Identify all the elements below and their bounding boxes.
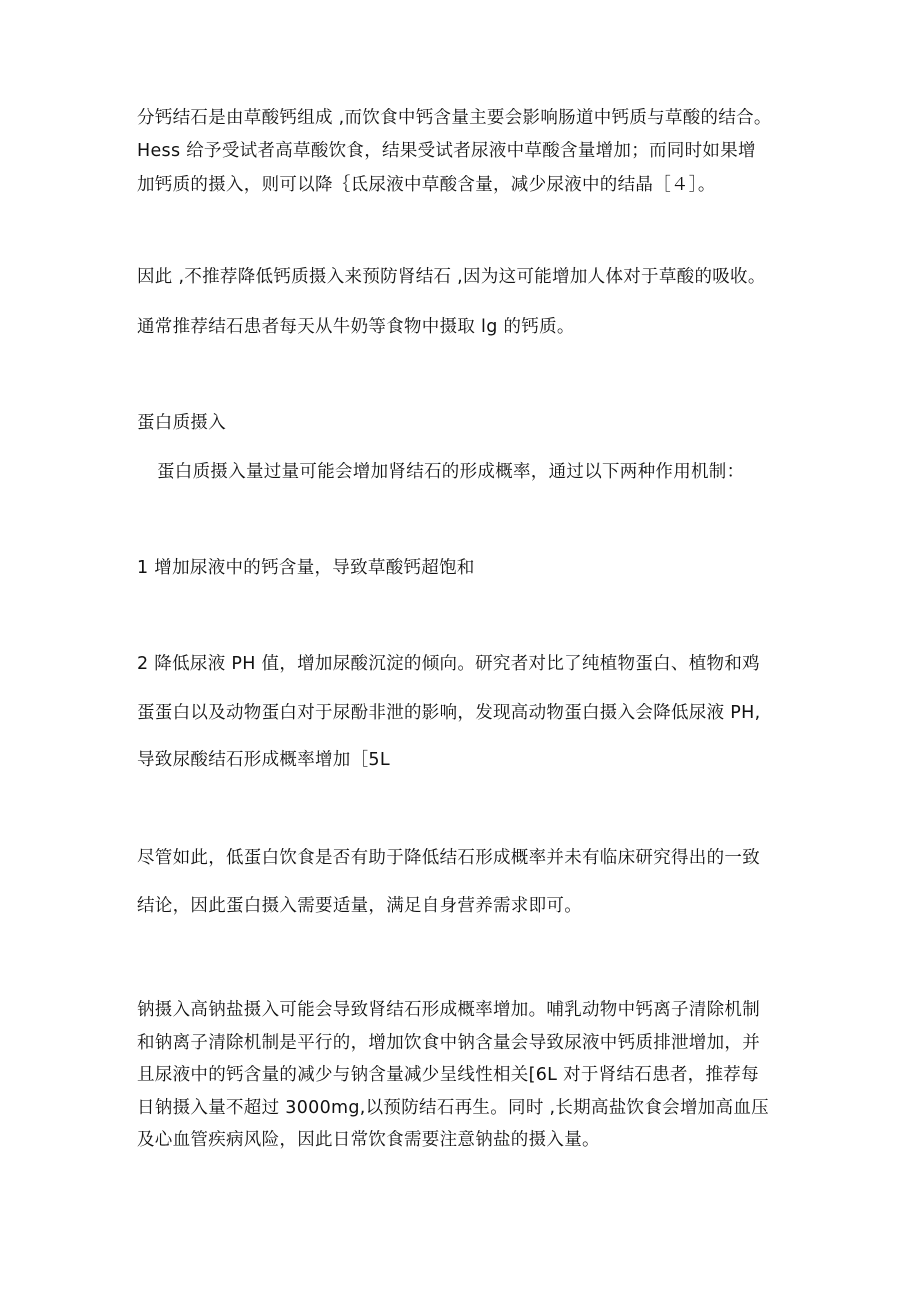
section-heading-protein: 蛋白质摄入 <box>137 413 226 433</box>
paragraph-1-line-2: Hess 给予受试者高草酸饮食，结果受试者尿液中草酸含量增加；而同时如果增 <box>137 141 756 161</box>
protein-item-1: 1 增加尿液中的钙含量，导致草酸钙超饱和 <box>137 558 475 578</box>
protein-item-2-line-3: 导致尿酸结石形成概率增加［5L <box>137 750 390 770</box>
sodium-line-4: 日钠摄入量不超过 3000mg,以预防结石再生。同时 ,长期高盐饮食会增加高血压 <box>137 1098 769 1118</box>
protein-intro: 蛋白质摄入量过量可能会增加肾结石的形成概率，通过以下两种作用机制： <box>157 462 745 482</box>
protein-conclusion-line-1: 尽管如此，低蛋白饮食是否有助于降低结石形成概率并未有临床研究得出的一致 <box>137 848 760 868</box>
protein-item-2-line-1: 2 降低尿液 PH 值，增加尿酸沉淀的倾向。研究者对比了纯植物蛋白、植物和鸡 <box>137 654 760 674</box>
paragraph-1-line-1: 分钙结石是由草酸钙组成 ,而饮食中钙含量主要会影响肠道中钙质与草酸的结合。 <box>137 108 772 128</box>
sodium-line-2: 和钠离子清除机制是平行的，增加饮食中钠含量会导致尿液中钙质排泄增加，并 <box>137 1033 760 1053</box>
paragraph-2-line-2: 通常推荐结石患者每天从牛奶等食物中摄取 lg 的钙质。 <box>137 317 575 337</box>
protein-conclusion-line-2: 结论，因此蛋白摄入需要适量，满足自身营养需求即可。 <box>137 896 582 916</box>
paragraph-1-line-3: 加钙质的摄入，则可以降｛氐尿液中草酸含量，减少尿液中的结晶［４］。 <box>137 175 716 195</box>
sodium-line-5: 及心血管疾病风险，因此日常饮食需要注意钠盐的摄入量。 <box>137 1130 600 1150</box>
protein-item-2-line-2: 蛋蛋白以及动物蛋白对于尿酚非泄的影响，发现高动物蛋白摄入会降低尿液 PH, <box>137 703 761 723</box>
paragraph-2-line-1: 因此 ,不推荐降低钙质摄入来预防肾结石 ,因为这可能增加人体对于草酸的吸收。 <box>137 267 766 287</box>
sodium-line-1: 钠摄入高钠盐摄入可能会导致肾结石形成概率增加。哺乳动物中钙离子清除机制 <box>137 1000 760 1020</box>
sodium-line-3: 且尿液中的钙含量的减少与钠含量减少呈线性相关[6L 对于肾结石患者，推荐每 <box>137 1065 759 1085</box>
